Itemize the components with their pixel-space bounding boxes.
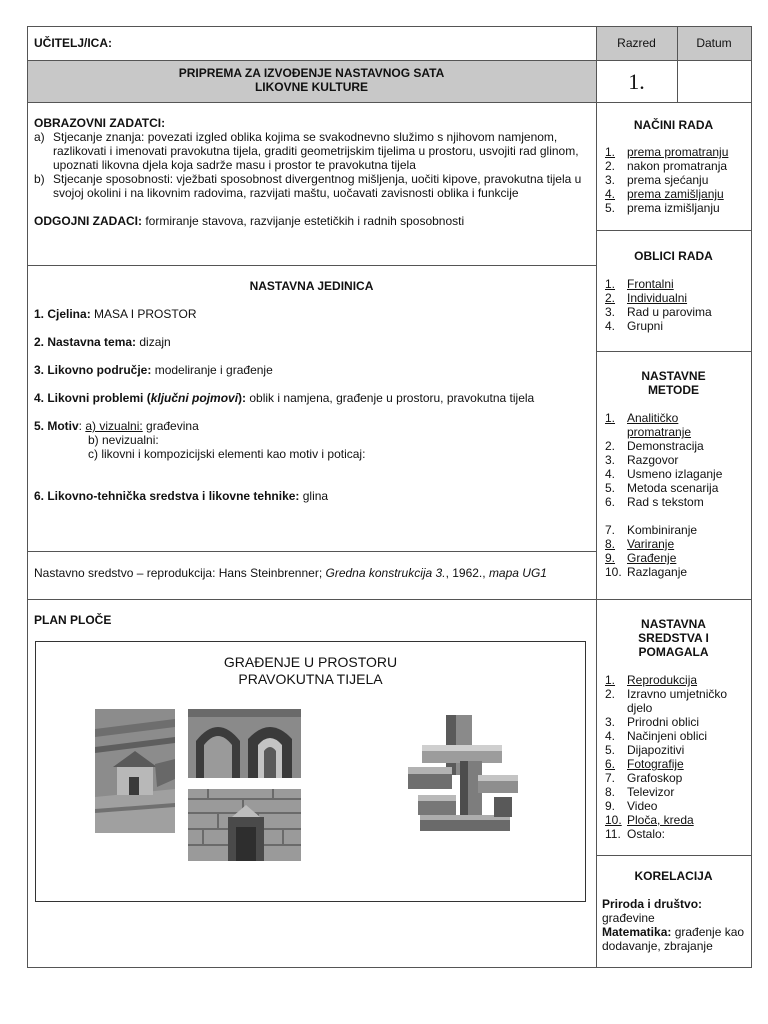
teaching-methods-title (596, 369, 751, 397)
correlation-1-label: Priroda i društvo: (602, 897, 703, 911)
rule (596, 230, 752, 231)
board-title-line-2: PRAVOKUTNA TIJELA (238, 671, 383, 687)
teaching-methods-title-line-2: METODE (647, 383, 700, 397)
edu-goal-a (34, 130, 589, 172)
list-item: 1. Reprodukcija (605, 673, 698, 687)
list-item: 2. Izravno umjetničko (605, 687, 728, 701)
list-item: 4. Grupni (605, 319, 664, 333)
list-item: 7. Grafoskop (605, 771, 683, 785)
resource-text-a: Nastavno sredstvo – reprodukcija: Hans Steinbrenner; (34, 566, 326, 580)
list-item: 10. Ploča, kreda (605, 813, 694, 827)
teaching-methods-list (605, 411, 747, 579)
work-methods-title: NAČINI RADA (633, 118, 714, 132)
teaching-means-title (596, 617, 751, 659)
document-title (27, 66, 596, 94)
list-item: 9. Građenje (605, 551, 677, 565)
list-item: 4. Načinjeni oblici (605, 729, 708, 743)
rule (27, 26, 28, 968)
unit-line-6-value: glina (299, 489, 329, 503)
unit-line-4-label-a: 4. Likovni problemi ( (34, 391, 151, 405)
teaching-means-list (605, 673, 747, 841)
list-item: 8. Variranje (605, 537, 675, 551)
motif-b: b) nevizualni: (88, 433, 159, 447)
class-value: 1. (628, 69, 645, 94)
board-title (35, 654, 586, 688)
upbringing-label: ODGOJNI ZADACI: (34, 214, 142, 228)
unit-line-5-colon: : (78, 419, 86, 433)
rule (27, 967, 752, 968)
edu-goal-b-text: Stjecanje sposobnosti: vježbati sposobnost divergentnog mišljenja, uočiti kipove, pravokutna tijela u svojoj okolini i na likovnim radovima, razvijati maštu, uočavati zavisnosti oblika i funkcije (53, 172, 582, 200)
edu-goal-b-label: b) (34, 172, 45, 186)
stone-gate-photo (188, 789, 301, 861)
motif-a: a) vizualni: (85, 419, 143, 433)
stone-house-photo (95, 709, 175, 833)
unit-title: NASTAVNA JEDINICA (249, 279, 374, 293)
list-item: 3. Rad u parovima (605, 305, 712, 319)
unit-line-3-label: 3. Likovno područje: (34, 363, 152, 377)
document-title-line-1: PRIPREMA ZA IZVOĐENJE NASTAVNOG SATA (178, 66, 445, 80)
list-item: 5. Dijapozitivi (605, 743, 685, 757)
list-item: 9. Video (605, 799, 658, 813)
board-plan-label: PLAN PLOČE (34, 613, 112, 627)
unit-line-6-label: 6. Likovno-tehnička sredstva i likovne tehnike: (34, 489, 300, 503)
teaching-means-title-line-2: SREDSTVA I (638, 631, 709, 645)
resource-text-c: , 1962., (445, 566, 489, 580)
list-item: 6. Fotografije (605, 757, 684, 771)
rule (596, 26, 597, 968)
unit-line-4-label-b: ključni pojmovi (150, 391, 239, 405)
unit-line-1 (34, 307, 197, 321)
list-item: 10. Razlaganje (605, 565, 688, 579)
teacher-label: UČITELJ/ICA: (34, 36, 112, 50)
beam-construction-sculpture-photo (400, 709, 522, 843)
unit-line-6 (34, 489, 328, 503)
list-item: 7. Kombiniranje (605, 523, 698, 537)
correlation-title: KORELACIJA (634, 869, 713, 883)
list-item: 4. prema zamišljanju (605, 187, 724, 201)
motif-c: c) likovni i kompozicijski elementi kao motiv i poticaj: (88, 447, 366, 461)
unit-line-5 (34, 419, 365, 461)
work-forms-list (605, 277, 747, 333)
list-item: 3. prema sjećanju (605, 173, 709, 187)
unit-line-2-label: 2. Nastavna tema: (34, 335, 137, 349)
resource-folder: mapa UG1 (488, 566, 547, 580)
arches-photo (188, 709, 301, 778)
rule (27, 265, 596, 266)
resource-artwork-title: Gredna konstrukcija 3. (325, 566, 446, 580)
list-item: 1. Analitičko (605, 411, 679, 425)
work-forms-title: OBLICI RADA (634, 249, 713, 263)
correlation-2-value: građenje kao dodavanje, zbrajanje (602, 925, 745, 953)
unit-line-1-value: MASA I PROSTOR (90, 307, 197, 321)
list-item: promatranje (627, 425, 692, 439)
unit-line-1-label: 1. Cjelina: (34, 307, 91, 321)
rule (27, 102, 752, 103)
correlation-2-label: Matematika: (602, 925, 672, 939)
upbringing-text: formiranje stavova, razvijanje estetičkih i radnih sposobnosti (142, 214, 465, 228)
rule (27, 599, 752, 600)
unit-line-3 (34, 363, 273, 377)
board-title-line-1: GRAĐENJE U PROSTORU (223, 654, 398, 670)
teaching-means-title-line-3: POMAGALA (638, 645, 709, 659)
rule (27, 60, 752, 61)
rule (27, 551, 596, 552)
correlation-body (602, 897, 746, 953)
unit-line-2 (34, 335, 171, 349)
edu-goals-title: OBRAZOVNI ZADATCI: (34, 116, 166, 130)
document-title-line-2: LIKOVNE KULTURE (254, 80, 369, 94)
motif-a-value: građevina (142, 419, 199, 433)
resource-line (34, 566, 592, 580)
list-item: 2. nakon promatranja (605, 159, 728, 173)
rule (596, 855, 752, 856)
rule (596, 351, 752, 352)
unit-line-3-value: modeliranje i građenje (151, 363, 273, 377)
list-item: 8. Televizor (605, 785, 675, 799)
unit-line-4 (34, 391, 534, 405)
list-item: 2. Demonstracija (605, 439, 704, 453)
edu-goal-b (34, 172, 589, 200)
list-item: 2. Individualni (605, 291, 688, 305)
work-methods-list (605, 145, 747, 215)
unit-line-2-value: dizajn (136, 335, 171, 349)
list-item: 5. prema izmišljanju (605, 201, 720, 215)
rule (751, 26, 752, 968)
edu-goal-a-text: Stjecanje znanja: povezati izgled oblika kojima se svakodnevno služimo s njihovom namjenom, razlikovati i imenovati pravokutna tijela, graditi geometrijskim tijelima u prostoru, usvojiti rad glinom, upoznati likovna djela koja sadrže masu i prostor te pravokutna tijela (53, 130, 579, 172)
list-item: djelo (627, 701, 653, 715)
list-item: 6. Rad s tekstom (605, 495, 704, 509)
list-item: 3. Razgovor (605, 453, 679, 467)
teaching-methods-title-line-1: NASTAVNE (641, 369, 706, 383)
list-item: 4. Usmeno izlaganje (605, 467, 723, 481)
list-item: 1. Frontalni (605, 277, 674, 291)
list-item: 3. Prirodni oblici (605, 715, 700, 729)
rule (27, 26, 752, 27)
list-item: 1. prema promatranju (605, 145, 729, 159)
unit-line-4-value: oblik i namjena, građenje u prostoru, pravokutna tijela (246, 391, 535, 405)
date-label: Datum (696, 36, 732, 50)
edu-goal-a-label: a) (34, 130, 45, 144)
unit-line-5-label: 5. Motiv (34, 419, 79, 433)
upbringing-goals (34, 214, 589, 228)
class-label: Razred (617, 36, 656, 50)
correlation-1-value: građevine (602, 911, 655, 925)
teaching-means-title-line-1: NASTAVNA (641, 617, 706, 631)
list-item: 11. Ostalo: (605, 827, 666, 841)
list-item: 5. Metoda scenarija (605, 481, 719, 495)
goals-section (34, 116, 589, 228)
unit-line-4-label-c: ): (238, 391, 247, 405)
